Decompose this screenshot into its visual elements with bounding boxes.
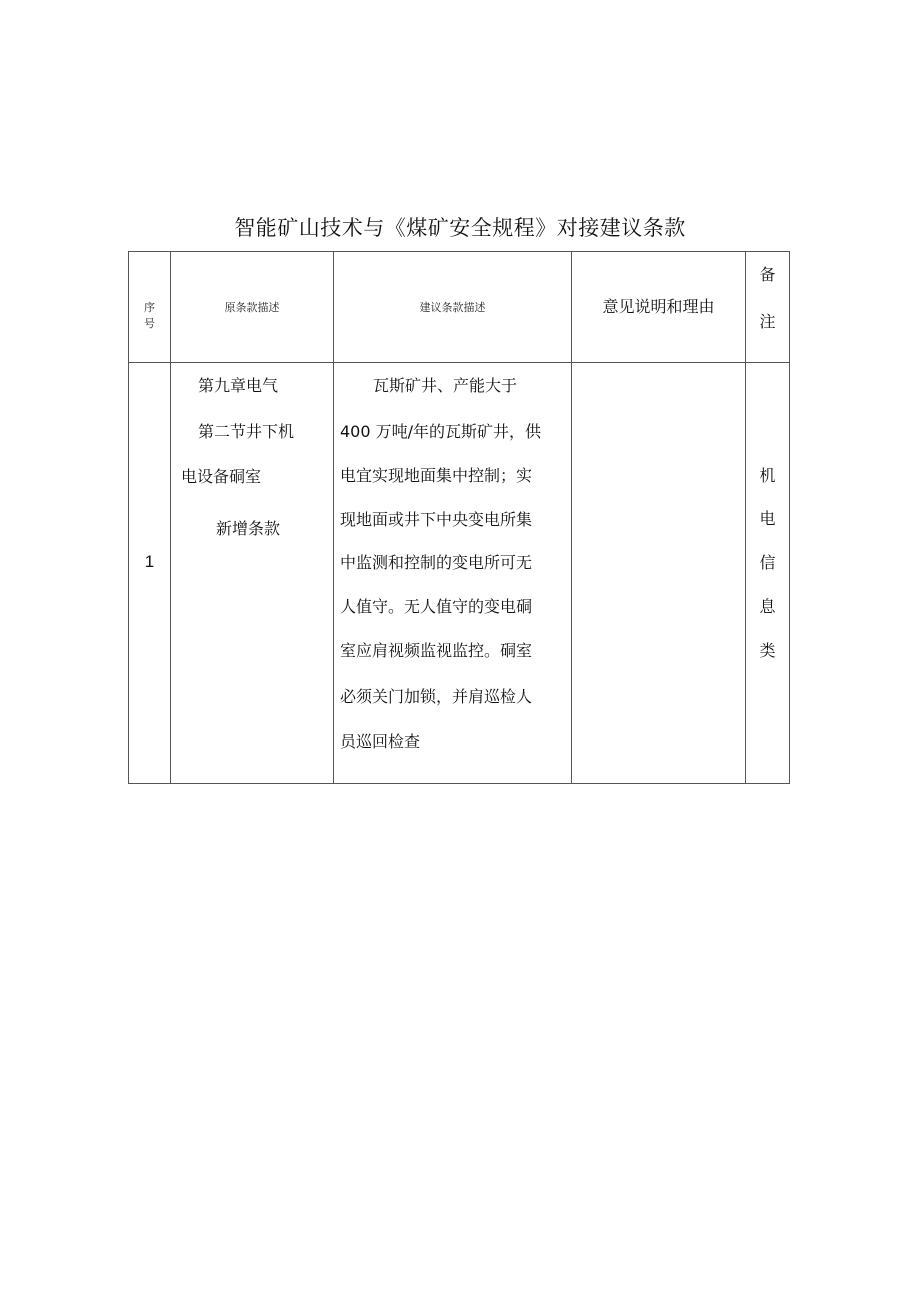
header-note-line2: 注 xyxy=(759,312,776,331)
original-line-room: 电设备硐室 xyxy=(181,467,262,486)
suggested-line: 瓦斯矿井、产能大于 xyxy=(373,376,518,395)
note-char: 电 xyxy=(759,509,776,528)
suggested-line: 400 万吨/年的瓦斯矿井，供 xyxy=(340,422,542,441)
original-line-chapter: 第九章电气 xyxy=(198,376,279,395)
row-suggested-cell xyxy=(334,363,572,784)
suggested-line: 室应肩视频监视监控。硐室 xyxy=(340,641,533,660)
header-reason-cell xyxy=(572,252,746,363)
clause-table xyxy=(128,251,790,784)
header-original: 原条款描述 xyxy=(224,301,280,314)
header-suggested: 建议条款描述 xyxy=(419,301,486,314)
header-original-cell xyxy=(171,252,334,363)
header-note-line1: 备 xyxy=(759,265,776,284)
row-seq-cell xyxy=(129,363,171,784)
suggested-line: 现地面或井下中央变电所集 xyxy=(340,510,533,529)
header-seq: 序 号 xyxy=(144,301,162,330)
note-char: 息 xyxy=(759,597,776,616)
note-char: 机 xyxy=(759,466,776,485)
original-line-new-clause: 新增条款 xyxy=(216,519,281,538)
header-seq-cell xyxy=(129,252,171,363)
suggested-line: 人值守。无人值守的变电硐 xyxy=(340,597,533,616)
header-suggested-cell xyxy=(334,252,572,363)
note-char: 信 xyxy=(759,553,776,572)
table-row xyxy=(129,363,790,784)
row-note-cell xyxy=(746,363,790,784)
header-note-cell xyxy=(746,252,790,363)
suggested-line: 电宜实现地面集中控制；实 xyxy=(340,466,533,485)
note-char: 类 xyxy=(759,641,776,660)
table-header-row xyxy=(129,252,790,363)
original-line-section: 第二节井下机 xyxy=(198,422,295,441)
document-title: 智能矿山技术与《煤矿安全规程》对接建议条款 xyxy=(234,216,686,240)
suggested-line: 员巡回检查 xyxy=(340,732,421,751)
row-reason-cell xyxy=(572,363,746,784)
suggested-line: 必须关门加锁，并肩巡检人 xyxy=(340,687,533,706)
header-reason: 意见说明和理由 xyxy=(602,297,715,316)
suggested-line: 中监测和控制的变电所可无 xyxy=(340,553,533,572)
row-seq-number: 1 xyxy=(144,552,155,571)
row-original-cell xyxy=(171,363,334,784)
